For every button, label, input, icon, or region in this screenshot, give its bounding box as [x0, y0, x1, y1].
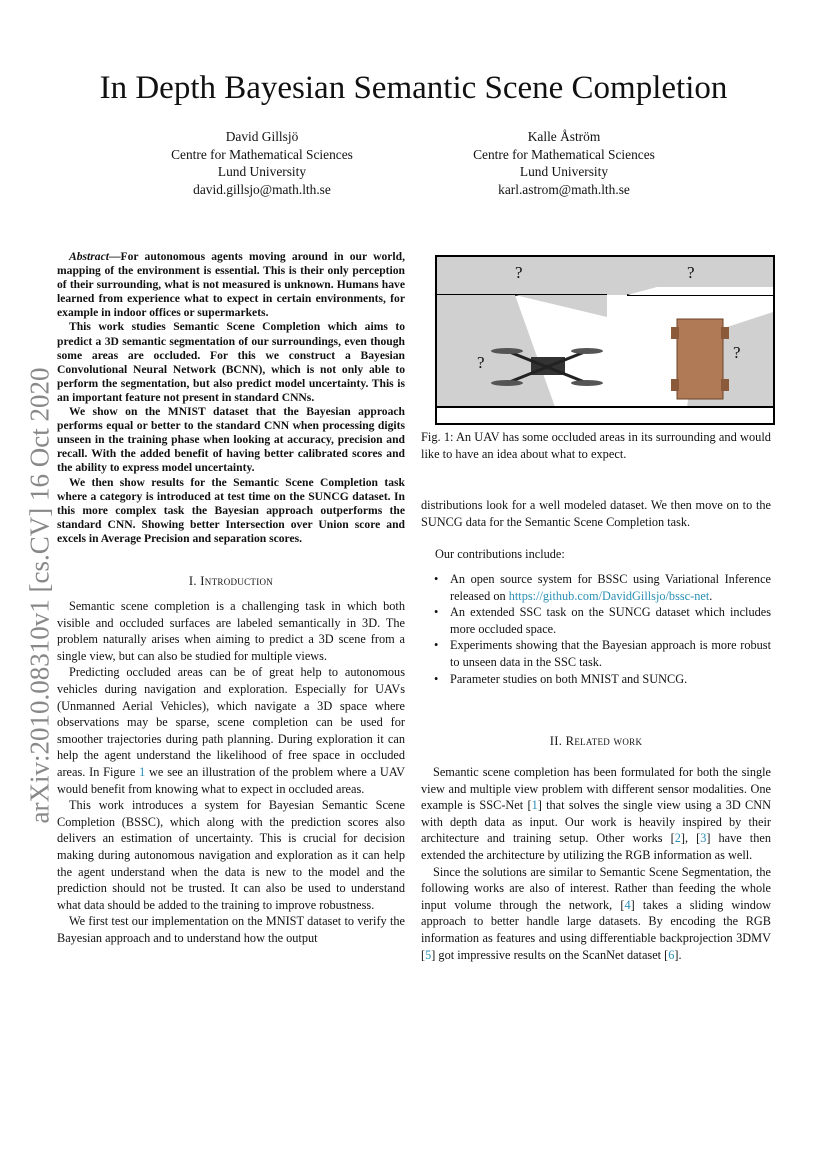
- author-email: karl.astrom@math.lth.se: [498, 181, 630, 197]
- contributions-intro: Our contributions include:: [435, 547, 565, 561]
- contributions-list: [421, 571, 771, 687]
- author-block-1: [132, 128, 392, 198]
- author-university: Lund University: [217, 164, 307, 179]
- question-mark: ?: [733, 343, 741, 362]
- related-work-body: [421, 764, 771, 963]
- figure-ref-link[interactable]: 1: [139, 764, 146, 779]
- author-block-2: [434, 128, 694, 198]
- arxiv-stamp: arXiv:2010.08310v1 [cs.CV] 16 Oct 2020: [24, 367, 55, 824]
- section-heading-introduction: I. Introduction: [188, 574, 274, 588]
- intro-continuation: [421, 497, 771, 530]
- body-paragraph: distributions look for a well modeled dataset. We then move on to the SUNCG data for the Semantic Scene Completion task.: [421, 498, 771, 529]
- abstract-paragraph: This work studies Semantic Scene Completion which aims to predict a 3D semantic segmentation of our surroundings, even though some areas are occluded. For this we construct a Bayesian Convolutional Neural Network (BCNN), which is not only able to perform the segmentation, but also predict model uncertainty. This is an important feature not present in standard CNNs.: [57, 320, 405, 404]
- question-mark: ?: [477, 353, 485, 372]
- body-paragraph: Semantic scene completion is a challenging task in which both visible and occluded surfaces are labeled semantically in 3D. The problem naturally arises when aiming to predict a 3D scene from a single view, but can also be studied for multiple views.: [57, 599, 405, 663]
- author-affiliation: Centre for Mathematical Sciences: [171, 146, 353, 162]
- bullet-icon: •: [434, 605, 439, 620]
- question-mark: ?: [515, 263, 523, 282]
- body-paragraph: Predicting occluded areas can be of great help to autonomous vehicles during navigation and exploration. Especially for UAVs (Unmanned Aerial Vehicles), which navigate a 3D space where observations may be sparse, scene completion can be used for smoother trajectories during path planning. During exploration it can help the agent understand the likelihood of free space in occluded areas. In Figure 1 we see an illustration of the problem where a UAV would benefit from knowing what to expect in occluded areas.: [57, 665, 405, 796]
- author-affiliation: Centre for Mathematical Sciences: [473, 146, 655, 162]
- citation-link[interactable]: 6: [668, 947, 675, 962]
- abstract-lead: Abstract: [69, 250, 109, 263]
- citation-link[interactable]: 4: [624, 897, 631, 912]
- author-name: David Gillsjö: [225, 129, 299, 144]
- body-paragraph: We first test our implementation on the MNIST dataset to verify the Bayesian approach and to understand how the output: [57, 914, 405, 945]
- paper-title: In Depth Bayesian Semantic Scene Completion: [99, 70, 728, 106]
- list-item: • An extended SSC task on the SUNCG dataset which includes more occluded space.: [434, 605, 771, 636]
- abstract-paragraph: Abstract—For autonomous agents moving around in our world, mapping of the environment is essential. This is their only perception of their surrounding, what is not measured is unknown. Humans have learned from experience what to expect in certain environments, for example in indoor offices or supermarkets.: [57, 250, 405, 320]
- abstract-paragraph: We then show results for the Semantic Scene Completion task where a category is introduced at test time on the SUNCG dataset. In this more complex task the Bayesian approach outperforms the standard CNN. Showing better Intersection over Union score and excels in Average Precision and separation scores.: [57, 475, 405, 545]
- list-item: • An open source system for BSSC using Variational Inference released on https://github.com/DavidGillsjo/bssc-net.: [434, 572, 771, 603]
- bullet-icon: •: [434, 572, 439, 586]
- author-email: david.gillsjo@math.lth.se: [193, 181, 331, 197]
- citation-link[interactable]: 3: [700, 831, 707, 846]
- author-university: Lund University: [519, 164, 609, 179]
- author-name: Kalle Åström: [527, 129, 601, 144]
- figure-caption: Fig. 1: An UAV has some occluded areas in its surrounding and would like to have an idea about what to expect.: [421, 430, 771, 461]
- section-heading-related-work: II. Related work: [549, 734, 643, 748]
- list-item: • Parameter studies on both MNIST and SUNCG.: [434, 671, 688, 686]
- abstract: [57, 250, 405, 546]
- abstract-paragraph: We show on the MNIST dataset that the Bayesian approach performs equal or better to the standard CNN when processing digits unseen in the training phase when looking at accuracy, precision and recall. With the added benefit of having better calibrated scores and the ability to express model uncertainty.: [57, 405, 405, 475]
- body-paragraph: This work introduces a system for Bayesian Semantic Scene Completion (BSSC), which along with the prediction scores also delivers an estimation of uncertainty. This is crucial for decision making during autonomous navigation and exploration as it can help the agent understand when the data is new to the model and the prediction should not be trusted. It can also be used to understand what data should be added to the training to improve robustness.: [57, 798, 405, 912]
- citation-link[interactable]: 1: [531, 798, 538, 813]
- citation-link[interactable]: 5: [425, 947, 432, 962]
- question-mark: ?: [687, 263, 695, 282]
- figure-uav-illustration: [435, 255, 775, 425]
- introduction-body: [57, 598, 405, 946]
- figure-drawing: [437, 257, 773, 423]
- body-paragraph: Since the solutions are similar to Semantic Scene Segmentation, the following works are also of interest. Rather than feeding the whole input volume through the network, [4] takes a sliding window approach to better handle large datasets. By encoding the RGB information as features and using differentiable backprojection 3DMV [5] got impressive results on the ScanNet dataset [6].: [421, 864, 771, 962]
- bullet-icon: •: [434, 638, 439, 653]
- github-link[interactable]: https://github.com/DavidGillsjo/bssc-net: [508, 588, 710, 603]
- body-paragraph: Semantic scene completion has been formulated for both the single view and multiple view problem with different sensor modalities. One example is SSC-Net [1] that solves the single view using a 3D CNN with depth data as input. Our work is heavily inspired by their architecture and training setup. Other works [2], [3] have then extended the architecture by utilizing the RGB information as well.: [421, 765, 772, 862]
- citation-link[interactable]: 2: [674, 831, 681, 846]
- bullet-icon: •: [434, 671, 439, 686]
- list-item: • Experiments showing that the Bayesian approach is more robust to unseen data in the SSC task.: [434, 638, 771, 669]
